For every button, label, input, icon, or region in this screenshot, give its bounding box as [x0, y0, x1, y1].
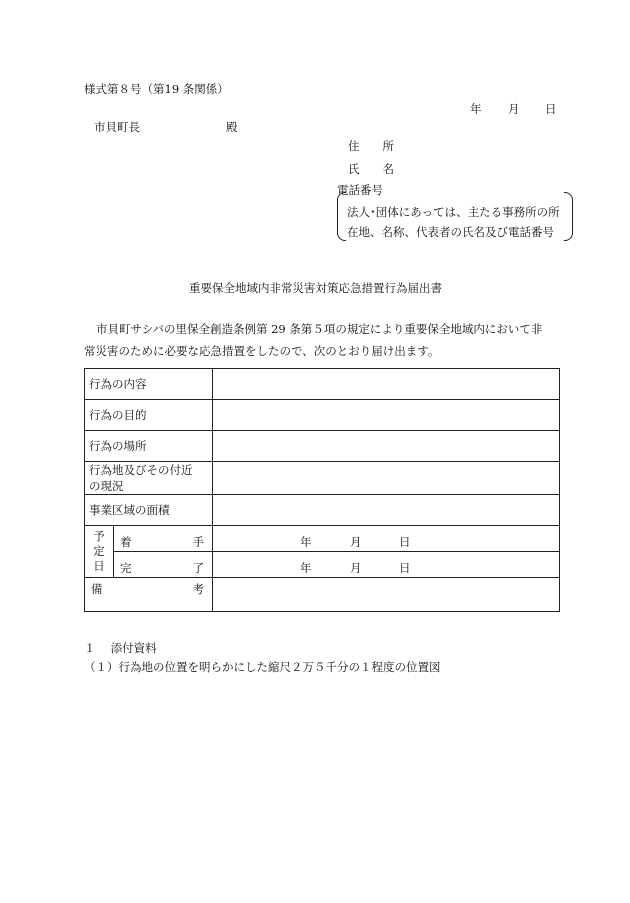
start-label [114, 526, 213, 552]
row-value-area[interactable] [213, 495, 560, 526]
remarks-value[interactable] [213, 578, 560, 612]
schedule-label [85, 526, 114, 578]
start-year: 年 [300, 535, 312, 549]
table-row [85, 495, 560, 526]
date-day-label: 日 [545, 102, 557, 116]
table-row [85, 369, 560, 400]
start-date-field[interactable] [213, 526, 560, 552]
row-label-content: 行為の内容 [85, 369, 213, 400]
row-value-place[interactable] [213, 431, 560, 462]
table-row [85, 462, 560, 495]
form-number: 様式第８号（第19 条関係） [84, 82, 229, 96]
name-label: 氏 名 [348, 162, 394, 176]
start-label-a: 着 [120, 535, 132, 549]
end-label-a: 完 [120, 561, 132, 575]
body-line2: 常災害のために必要な応急措置をしたので、次のとおり届け出ます。 [84, 344, 440, 358]
address-label: 住 所 [348, 139, 394, 153]
body-paragraph [84, 318, 566, 362]
addressee: 市貝町長 [94, 120, 140, 134]
end-month: 月 [350, 561, 362, 575]
attachment-item-1: （１）行為地の位置を明らかにした縮尺２万５千分の１程度の位置図 [84, 660, 441, 674]
date-month-label: 月 [508, 102, 520, 116]
right-bracket [564, 192, 573, 241]
end-day: 日 [399, 561, 411, 575]
corporation-note-line2: 在地、名称、代表者の氏名及び電話番号 [347, 225, 554, 239]
row-value-content[interactable] [213, 369, 560, 400]
start-day: 日 [399, 535, 411, 549]
start-month: 月 [350, 535, 362, 549]
corporation-note [337, 192, 573, 241]
start-label-b: 手 [192, 535, 204, 549]
row-value-current-state[interactable] [213, 462, 560, 495]
row-label-current-state-line1: 行為地及びその付近 [89, 463, 193, 477]
end-label-b: 了 [192, 561, 204, 575]
left-bracket [337, 192, 346, 241]
schedule-label-char: 定 [93, 544, 105, 558]
row-label-current-state [85, 462, 213, 495]
end-label [114, 552, 213, 578]
row-label-area: 事業区域の面積 [85, 495, 213, 526]
table-row [85, 578, 560, 612]
remarks-label-b: 考 [192, 582, 204, 596]
honorific: 殿 [226, 120, 238, 134]
phone-label: 電話番号 [337, 183, 383, 197]
table-row [85, 400, 560, 431]
remarks-label-a: 備 [91, 582, 103, 596]
date-year-label: 年 [470, 102, 482, 116]
table-row [85, 431, 560, 462]
table-row [85, 552, 560, 578]
row-label-purpose: 行為の目的 [85, 400, 213, 431]
application-table [84, 368, 560, 612]
table-row [85, 526, 560, 552]
row-label-place: 行為の場所 [85, 431, 213, 462]
row-value-purpose[interactable] [213, 400, 560, 431]
row-label-current-state-line2: の現況 [89, 479, 124, 493]
corporation-note-line1: 法人･団体にあっては、主たる事務所の所 [347, 205, 560, 219]
body-line1: 市貝町サシバの里保全創造条例第 29 条第５項の規定により重要保全地域内において非 [96, 322, 543, 336]
remarks-label [85, 578, 213, 612]
document-title: 重要保全地域内非常災害対策応急措置行為届出書 [189, 281, 442, 295]
schedule-label-char: 日 [93, 559, 105, 573]
end-date-field[interactable] [213, 552, 560, 578]
schedule-label-char: 予 [93, 529, 105, 543]
attachments-heading: １ 添付資料 [84, 641, 157, 655]
end-year: 年 [300, 561, 312, 575]
